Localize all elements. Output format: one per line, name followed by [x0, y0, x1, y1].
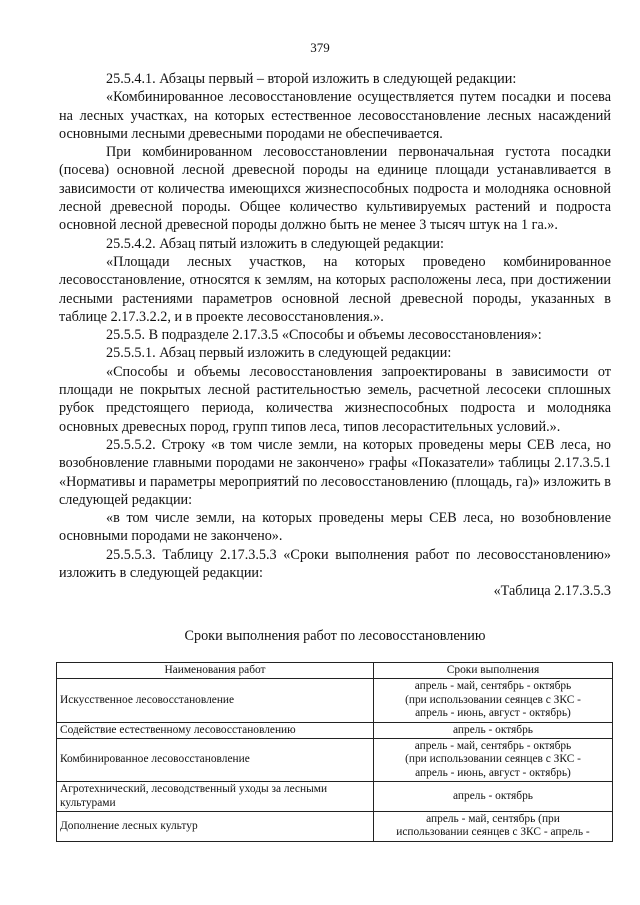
term-line: апрель - май, сентябрь (при	[426, 813, 560, 826]
page-number: 379	[310, 40, 330, 55]
paragraph-25-5-5-1: 25.5.5.1. Абзац первый изложить в следующей редакции:	[106, 345, 452, 362]
table-row	[57, 739, 613, 782]
paragraph-planting-density: При комбинированном лесовосстановлении первоначальная густота посадки (посева) основной лесной древесной породы на единице площади устанавливается в зависимости от количества имеющихся жизнеспособных подроста и молодняка основной лесной древесной породы. Общее количество культивируемых растений и подроста основной лесной древесной породы должно быть не менее 3 тысяч штук на 1 га.».	[59, 144, 611, 234]
paragraph-25-5-5-3: 25.5.5.3. Таблицу 2.17.3.5.3 «Сроки выполнения работ по лесовосстановлению» изложить в следующей редакции:	[59, 546, 611, 582]
term-line: апрель - май, сентябрь - октябрь	[414, 680, 572, 693]
paragraph-25-5-5: 25.5.5. В подразделе 2.17.3.5 «Способы и объемы лесовосстановления»:	[106, 327, 542, 344]
table-title: Сроки выполнения работ по лесовосстановлению	[184, 628, 486, 644]
table-cell-work-name: Комбинированное лесовосстановление	[57, 739, 374, 782]
paragraph-quote-methods-volumes: «Способы и объемы лесовосстановления запроектированы в зависимости от площади не покрытых лесной растительностью земель, расчетной лесосеки сплошных рубок предстоящего периода, количества жизнеспособных подроста и молодняка основных древесных пород, групп типов леса, типов лесорастительных условий.».	[59, 363, 611, 435]
table-row	[57, 722, 613, 738]
table-row	[57, 782, 613, 812]
table-cell-term	[374, 739, 613, 782]
table-caption-number: «Таблица 2.17.3.5.3	[493, 583, 611, 600]
table-cell-term	[374, 782, 613, 812]
term-line: использовании сеянцев с ЗКС - апрель -	[396, 826, 590, 839]
term-line: (при использовании сеянцев с ЗКС -	[405, 693, 581, 706]
paragraph-quote-sev-lands: «в том числе земли, на которых проведены меры СЕВ леса, но возобновление основными породами не закончено».	[59, 510, 611, 545]
paragraph-quote-combined-reforestation: «Комбинированное лесовосстановление осуществляется путем посадки и посева на лесных участках, на которых естественное лесовосстановление лесных насаждений основными лесными древесными породами не обеспечивается.	[59, 89, 611, 142]
table-header-work-name: Наименования работ	[57, 663, 374, 679]
table-cell-term	[374, 812, 613, 842]
table-cell-work-name: Содействие естественному лесовосстановлению	[57, 722, 374, 738]
paragraph-25-5-4-2: 25.5.4.2. Абзац пятый изложить в следующей редакции:	[106, 235, 444, 252]
paragraph-quote-plot-areas: «Площади лесных участков, на которых проведено комбинированное лесовосстановление, относятся к землям, на которых расположены леса, при достижении лесными растениями параметров основной лесной древесной породы, указанных в таблице 2.17.3.2.2, и в проекте лесовосстановления.».	[59, 253, 611, 325]
term-line: апрель - май, сентябрь - октябрь	[414, 740, 572, 753]
term-line: апрель - октябрь	[453, 789, 533, 802]
reforestation-schedule-table	[56, 662, 613, 842]
table-cell-work-name: Искусственное лесовосстановление	[57, 679, 374, 722]
table-cell-term	[374, 679, 613, 722]
table-cell-work-name: Агротехнический, лесоводственный уходы за лесными культурами	[57, 782, 374, 812]
table-cell-term	[374, 722, 613, 738]
table-row	[57, 679, 613, 722]
table-row	[57, 812, 613, 842]
table-header-term: Сроки выполнения	[374, 663, 613, 679]
term-line: апрель - октябрь	[453, 723, 533, 736]
table-cell-work-name: Дополнение лесных культур	[57, 812, 374, 842]
document-body	[59, 70, 611, 601]
term-line: апрель - июнь, август - октябрь)	[415, 707, 571, 720]
term-line: (при использовании сеянцев с ЗКС -	[405, 753, 581, 766]
term-line: апрель - июнь, август - октябрь)	[415, 766, 571, 779]
paragraph-25-5-4-1: 25.5.4.1. Абзацы первый – второй изложить в следующей редакции:	[106, 71, 517, 87]
table-header-row	[57, 663, 613, 679]
paragraph-25-5-5-2: 25.5.5.2. Строку «в том числе земли, на которых проведены меры СЕВ леса, но возобновление главными породами не закончено» графы «Показатели» таблицы 2.17.3.5.1 «Нормативы и параметры мероприятий по лесовосстановлению (площадь, га)» изложить в следующей редакции:	[59, 436, 611, 508]
